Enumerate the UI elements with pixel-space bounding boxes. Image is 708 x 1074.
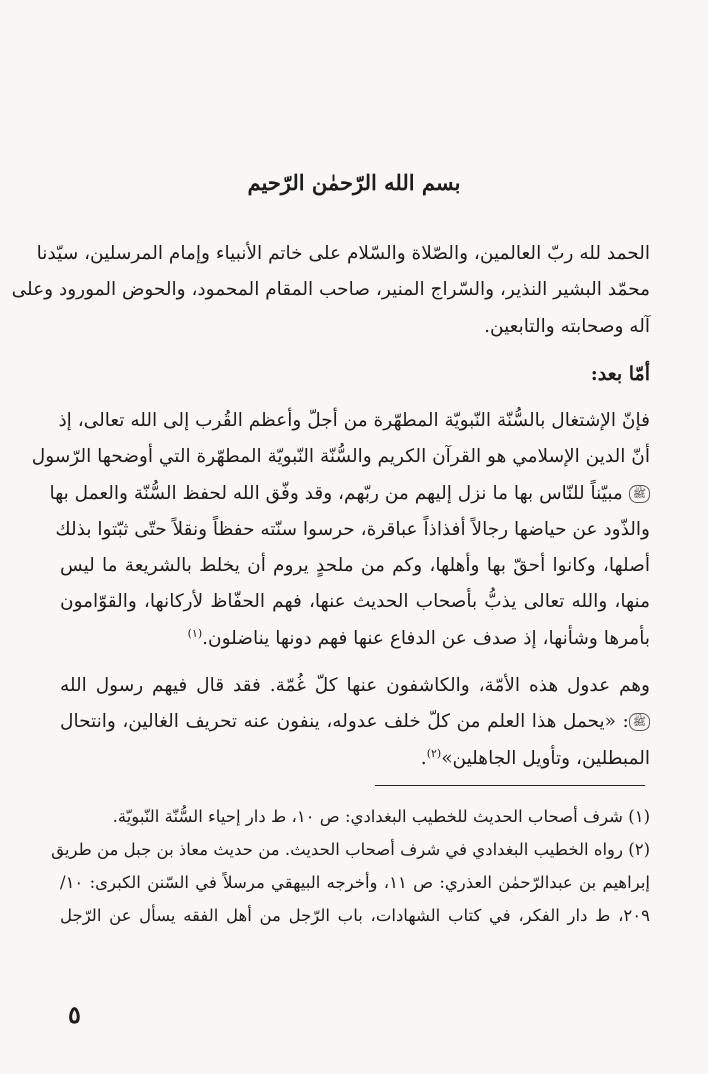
- body-paragraph-2: [60, 668, 650, 777]
- paragraph-line-with-footnote: المبطلين، وتأويل الجاهلين»$^{(٢)}$.: [420, 746, 650, 769]
- paragraph-line-with-salawat: [49, 476, 650, 512]
- paragraph-line-with-footnote: [60, 621, 650, 657]
- paragraph-line-text: المبطلين، وتأويل الجاهلين»: [441, 747, 650, 769]
- footnote-1: [60, 800, 650, 833]
- paragraph-line: والذّود عن حياضها رجالاً أفذاذاً عباقرة، حرسوا سنّته حفظاً ونقلاً حتّى ثبّتوا بذلك: [55, 518, 650, 540]
- body-paragraph-1: [31, 403, 650, 657]
- paragraph-line-text: : «يحمل هذا العلم من كلّ خلف عدوله، ينفون عنه تحريف الغالين، وانتحال: [60, 711, 629, 733]
- footnote-line: إبراهيم بن عبدالرّحمٰن العذري: ص ١١، وأخرجه البيهقي مرسلاً في السّنن الكبرى: ١٠/: [60, 873, 650, 892]
- salawat-symbol: ﷺ: [629, 485, 650, 503]
- paragraph-line: فإنّ الإشتغال بالسُّنّة النّبويّة المطهّرة من أجلّ وأعظم القُرب إلى الله تعالى، إذ: [58, 410, 650, 431]
- intro-line: محمّد البشير النذير، والسّراج المنير، صاحب المقام المحمود، والحوض المورود وعلى: [11, 279, 650, 301]
- paragraph-line-text: مبيّناً للنّاس بها ما نزل إليهم من ربّهم، وقد وفّق الله لحفظ السُّنّة والعمل بها: [49, 482, 623, 504]
- paragraph-line-text: بأمرها وشأنها، إذ صدف عن الدفاع عنها فهم دونها يناضلون.: [202, 627, 650, 649]
- intro-line: آله وصحابته والتابعين.: [484, 315, 650, 337]
- paragraph-line: أصلها، وكانوا أحقّ بها وأهلها، وكم من ملحدٍ يروم أن يخلط بالشريعة ما ليس: [60, 555, 650, 577]
- footnote-line: (١) شرف أصحاب الحديث للخطيب البغدادي: ص ١٠، ط دار إحياء السُّنّة النّبويّة.: [112, 807, 650, 826]
- paragraph-line: وهم عدول هذه الأمّة، والكاشفون عنها كلّ غُمّة. فقد قال فيهم رسول الله: [60, 675, 650, 696]
- footnote-line: (٢) رواه الخطيب البغدادي في شرف أصحاب الحديث. من حديث معاذ بن جبل من طريق: [51, 840, 650, 859]
- section-heading: أمّا بعد:: [590, 363, 650, 385]
- footnote-reference-2[interactable]: (٢): [426, 746, 442, 760]
- basmala-heading: بسم الله الرّحمٰن الرّحيم: [247, 170, 461, 195]
- salawat-symbol: ﷺ: [629, 713, 650, 731]
- paragraph-line: منها، والله تعالى يذبُّ بأصحاب الحديث عنها، فهم الحفّاظ لأركانها، والقوّامون: [60, 591, 650, 613]
- page-number: ٥: [68, 1000, 81, 1029]
- paragraph-line: أنّ الدين الإسلامي هو القرآن الكريم والسُّنّة النّبويّة المطهّرة التي أوضحها الرّسول: [31, 446, 650, 468]
- paragraph-line-with-salawat: [60, 704, 650, 740]
- footnote-reference-1[interactable]: (١): [187, 626, 203, 640]
- intro-line: الحمد لله ربّ العالمين، والصّلاة والسّلام على خاتم الأنبياء وإمام المرسلين، سيّدنا: [36, 243, 650, 264]
- intro-paragraph: [11, 236, 650, 345]
- footnote-separator: [375, 785, 645, 786]
- footnotes-section: [51, 800, 650, 932]
- footnote-line: ٢٠٩، ط دار الفكر، في كتاب الشهادات، باب الرّجل من أهل الفقه يسأل عن الرّجل: [60, 906, 650, 925]
- footnote-2: [51, 833, 650, 932]
